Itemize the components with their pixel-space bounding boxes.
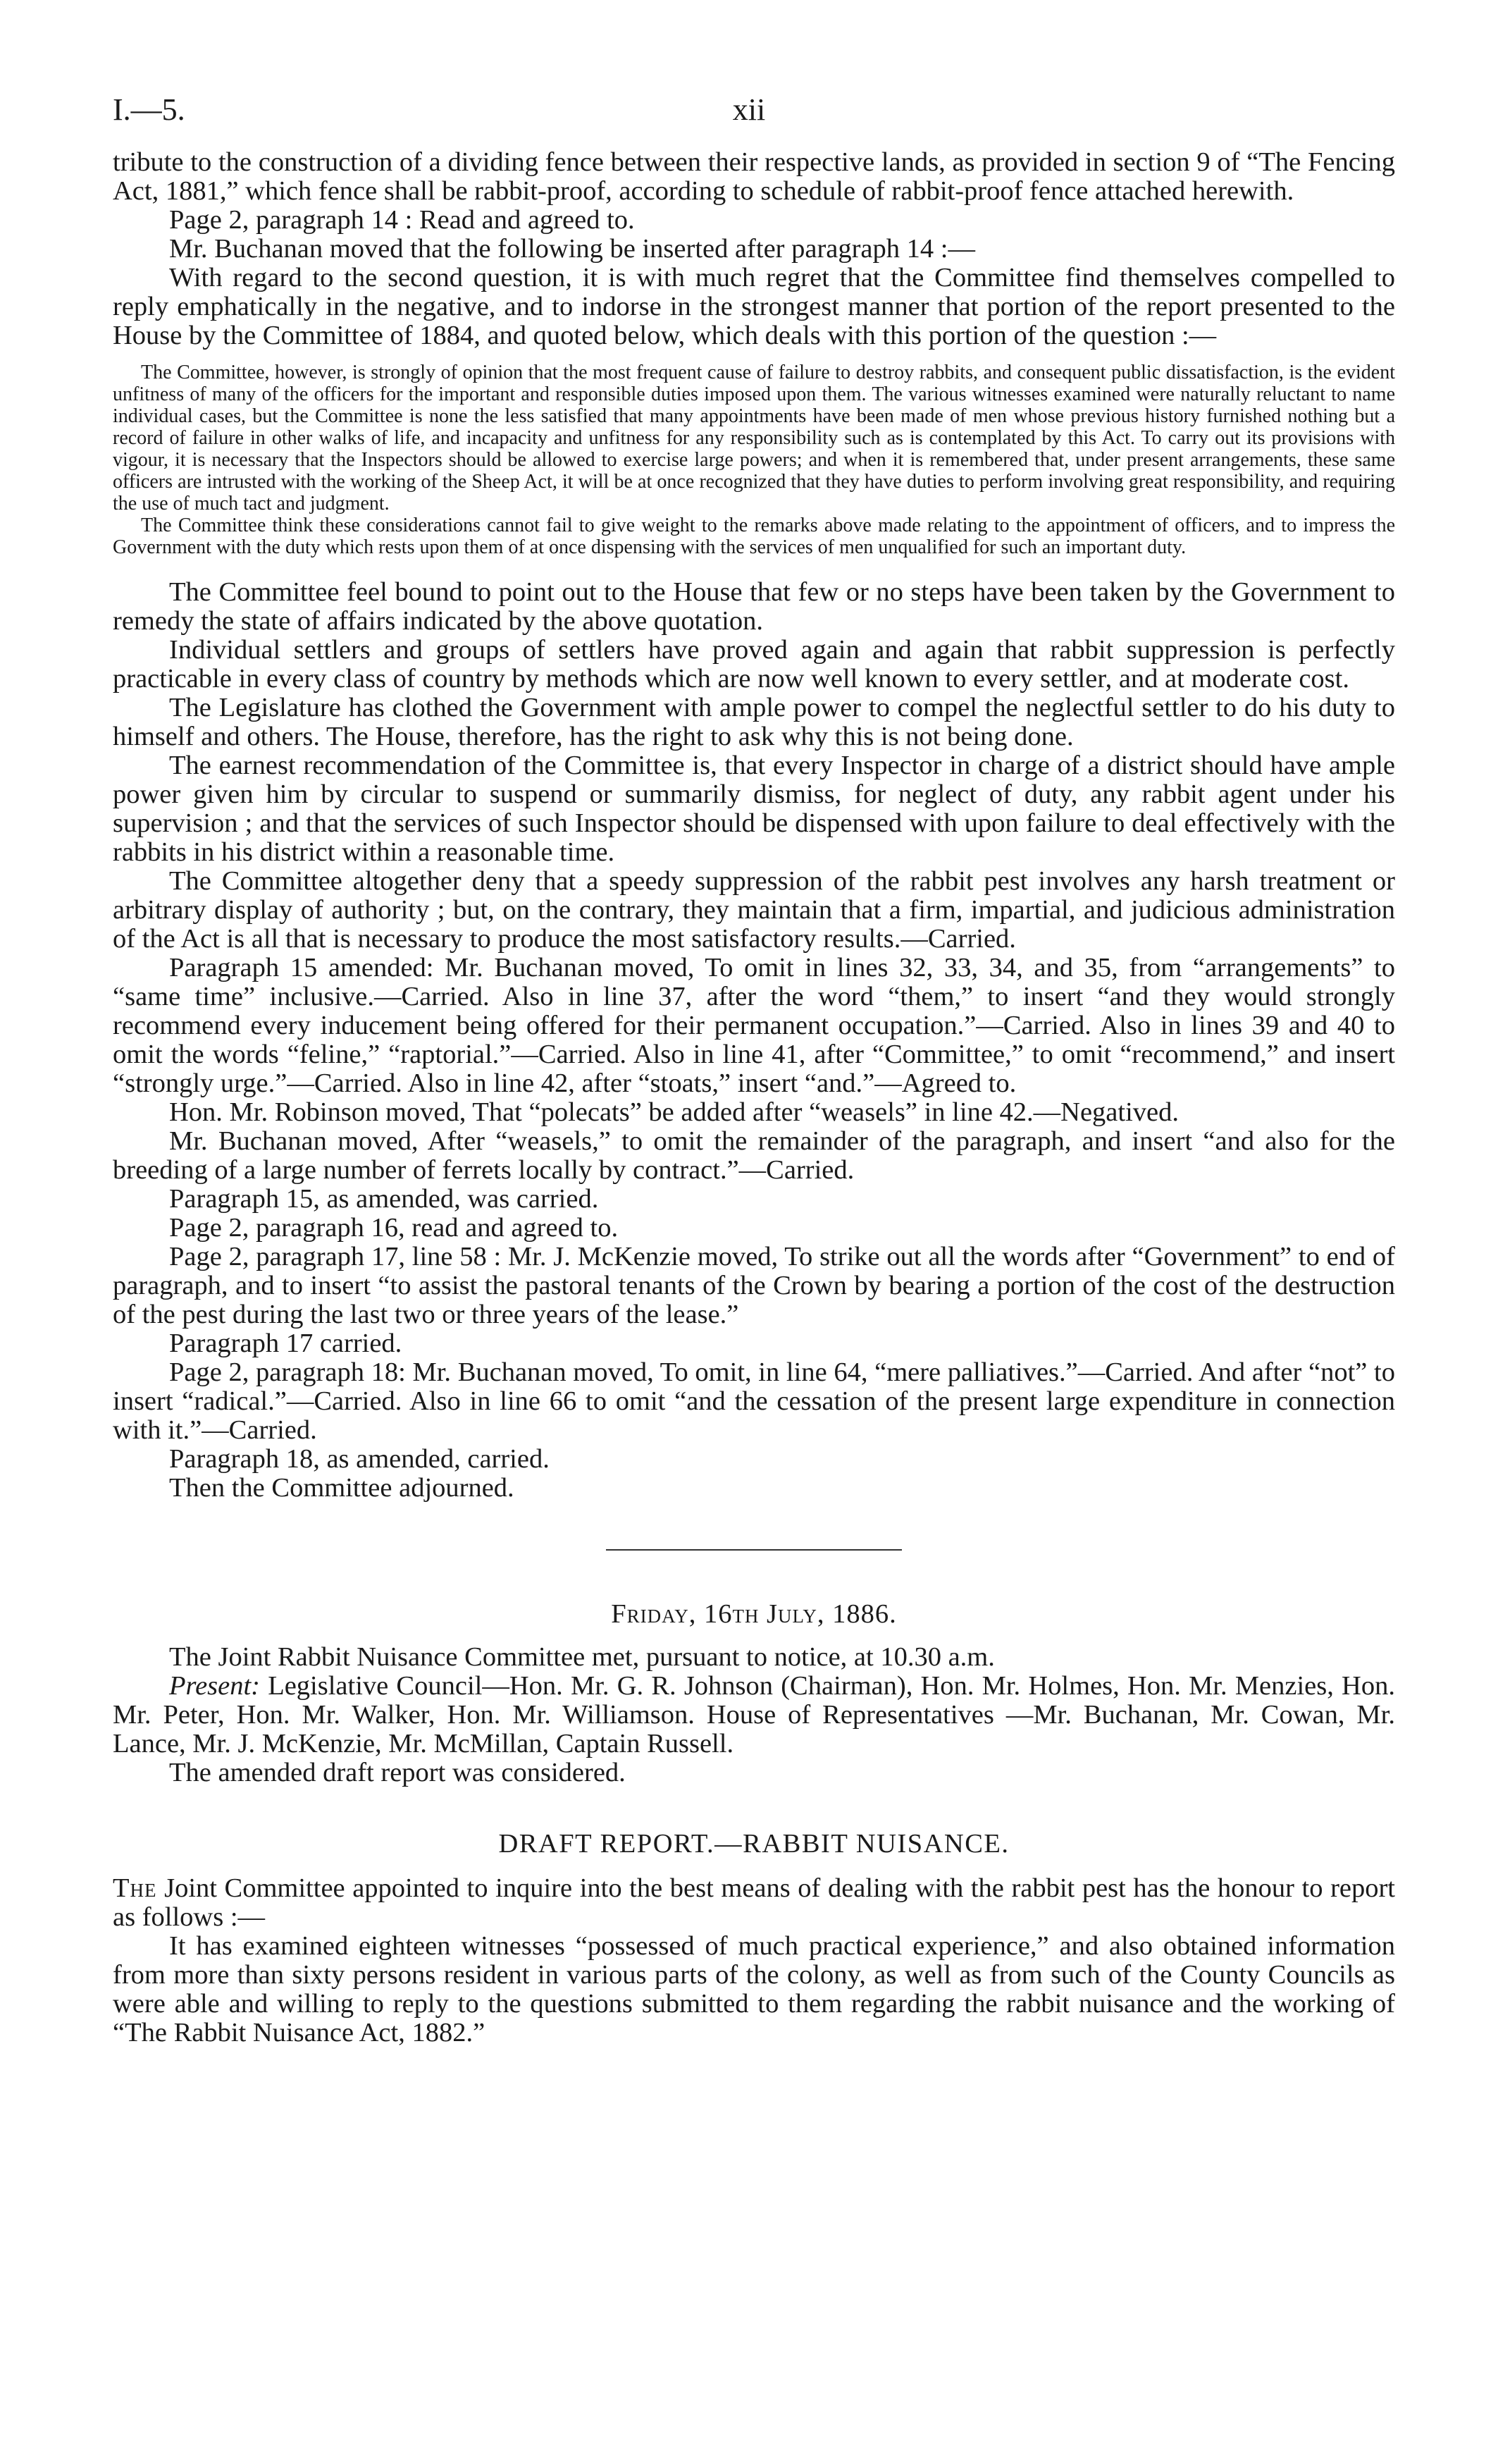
paragraph: Paragraph 15 amended: Mr. Buchanan moved, To omit in lines 32, 33, 34, and 35, from “arrangements” to “same time” inclusive.—Carried. Also in line 37, after the word “them,” to insert “and they would strongly recommend every inducement being offered for their permanent occupation.”—Carried. Also in lines 39 and 40 to omit the words “feline,” “raptorial.”—Carried. Also in line 41, after “Committee,” to omit “recommend,” and insert “strongly urge.”—Carried. Also in line 42, after “stoats,” insert “and.”—Agreed to. xyxy=(113,953,1395,1098)
report-paragraph: It has examined eighteen witnesses “possessed of much practical experience,” and also obtained information from more than sixty persons resident in various parts of the colony, as well as from such of the County Councils as were able and willing to reply to the questions submitted to them regarding the rabbit nuisance and the working of “The Rabbit Nuisance Act, 1882.” xyxy=(113,1931,1395,2047)
draft-report-title-text: DRAFT REPORT.—RABBIT NUISANCE. xyxy=(498,1829,1010,1859)
quote-paragraph: The Committee think these considerations cannot fail to give weight to the remarks above made relating to the appointment of officers, and to impress the Government with the duty which rests upon them of at once dispensing with the services of men unqualified for such an important duty. xyxy=(113,515,1395,558)
paragraph: Hon. Mr. Robinson moved, That “polecats” be added after “weasels” in line 42.—Negatived. xyxy=(169,1097,1179,1127)
report-first-word: The xyxy=(113,1873,157,1903)
paragraph: The Legislature has clothed the Government with ample power to compel the neglectful settler to do his duty to himself and others. The House, therefore, has the right to ask why this is not being done. xyxy=(113,693,1395,751)
present-list: Legislative Council—Hon. Mr. G. R. Johnson (Chairman), Hon. Mr. Holmes, Hon. Mr. Menzies, Hon. Mr. Peter, Hon. Mr. Walker, Hon. Mr. Williamson. House of Representatives —Mr. Buchanan, Mr. Cowan, Mr. Lance, Mr. J. McKenzie, Mr. McMillan, Captain Russell. xyxy=(113,1671,1395,1758)
meeting-notice: The Joint Rabbit Nuisance Committee met, pursuant to notice, at 10.30 a.m. xyxy=(169,1642,995,1672)
page-number: xii xyxy=(732,92,766,127)
meeting-date: Friday, 16th July, 1886. xyxy=(611,1599,897,1629)
paragraph: Paragraph 17 carried. xyxy=(169,1329,402,1358)
section-divider xyxy=(606,1549,902,1551)
paragraph: With regard to the second question, it is with much regret that the Committee find themselves compelled to reply emphatically in the negative, and to indorse in the strongest manner that portion of the report presented to the House by the Committee of 1884, and quoted below, which deals with this portion of the question :— xyxy=(113,263,1395,350)
paragraph: Paragraph 15, as amended, was carried. xyxy=(169,1184,599,1214)
paragraph: Mr. Buchanan moved, After “weasels,” to omit the remainder of the paragraph, and insert “and also for the breeding of a large number of ferrets locally by contract.”—Carried. xyxy=(113,1126,1395,1185)
draft-report-title xyxy=(113,1830,1395,1859)
paragraph: tribute to the construction of a dividing fence between their respective lands, as provided in section 9 of “The Fencing Act, 1881,” which fence shall be rabbit-proof, according to schedule of rabbit-proof fence attached herewith. xyxy=(113,147,1395,206)
quote-paragraph: The Committee, however, is strongly of opinion that the most frequent cause of failure to destroy rabbits, and consequent public dissatisfaction, is the evident unfitness of many of the officers for the important and responsible duties imposed upon them. The various witnesses examined were naturally reluctant to name individual cases, but the Committee is none the less satisfied that many appointments have been made of men whose previous history furnished nothing but a record of failure in other walks of life, and incapacity and unfitness for any responsibility such as is contemplated by this Act. To carry out its provisions with vigour, it is necessary that the Inspectors should be allowed to exercise large powers; and when it is remembered that, under present arrangements, these same officers are intrusted with the working of the Sheep Act, it will be at once recognized that they have duties to perform involving great responsibility, and requiring the use of much tact and judgment. xyxy=(113,362,1395,515)
paragraph: Mr. Buchanan moved that the following be inserted after paragraph 14 :— xyxy=(169,234,975,264)
paragraph: The Committee feel bound to point out to the House that few or no steps have been taken by the Government to remedy the state of affairs indicated by the above quotation. xyxy=(113,577,1395,636)
quoted-report-extract xyxy=(113,362,1395,558)
paragraph: Page 2, paragraph 14 : Read and agreed to. xyxy=(169,205,635,235)
page-content xyxy=(113,148,1395,2047)
report-paragraph xyxy=(113,1874,1395,1932)
paragraph: The Committee altogether deny that a speedy suppression of the rabbit pest involves any harsh treatment or arbitrary display of authority ; but, on the contrary, they maintain that a firm, impartial, and judicious administration of the Act is all that is necessary to produce the most satisfactory results.—Carried. xyxy=(113,866,1395,954)
report-opening: Joint Committee appointed to inquire into the best means of dealing with the rabbit pest has the honour to report as follows :— xyxy=(113,1873,1395,1932)
present-label: Present: xyxy=(169,1671,260,1701)
paragraph: Page 2, paragraph 17, line 58 : Mr. J. McKenzie moved, To strike out all the words after “Government” to end of paragraph, and to insert “to assist the pastoral tenants of the Crown by bearing a portion of the cost of the destruction of the pest during the last two or three years of the lease.” xyxy=(113,1242,1395,1329)
paragraph: The earnest recommendation of the Committee is, that every Inspector in charge of a district should have ample power given him by circular to suspend or summarily dismiss, for neglect of duty, any rabbit agent under his supervision ; and that the services of such Inspector should be dispensed with upon failure to deal effectively with the rabbits in his district within a reasonable time. xyxy=(113,751,1395,867)
page-ref: I.—5. xyxy=(113,92,185,127)
paragraph: Paragraph 18, as amended, carried. xyxy=(169,1444,550,1474)
paragraph: Page 2, paragraph 18: Mr. Buchanan moved, To omit, in line 64, “mere palliatives.”—Carried. And after “not” to insert “radical.”—Carried. Also in line 66 to omit “and the cessation of the present large expenditure in connection with it.”—Carried. xyxy=(113,1357,1395,1445)
paragraph: Individual settlers and groups of settlers have proved again and again that rabbit suppression is perfectly practicable in every class of country by methods which are now well known to every settler, and at moderate cost. xyxy=(113,635,1395,694)
paragraph: Page 2, paragraph 16, read and agreed to. xyxy=(169,1213,619,1243)
paragraph: Then the Committee adjourned. xyxy=(169,1473,514,1503)
paragraph: The amended draft report was considered. xyxy=(169,1758,626,1787)
attendance xyxy=(113,1672,1395,1758)
